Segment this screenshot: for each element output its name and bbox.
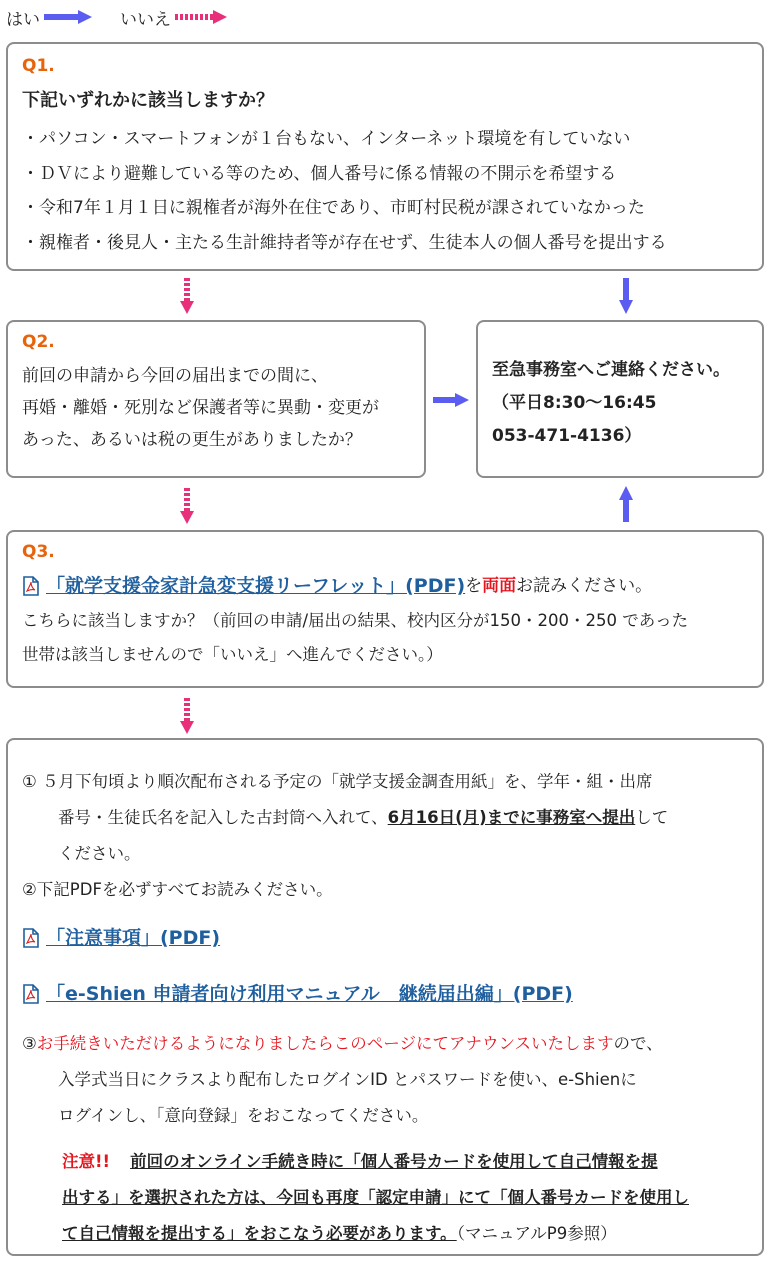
step-3-text [22, 1026, 748, 1062]
legend-yes-label: はい [6, 9, 40, 30]
manual-pdf-link[interactable]: 「e-Shien 申請者向け利用マニュアル 継続届出編」(PDF) [46, 983, 573, 1005]
caution-text: 出する」を選択された方は、今回も再度「認定申請」にて「個人番号カードを使用し [62, 1188, 689, 1207]
leaflet-pdf-link[interactable]: 「就学支援金家計急変支援リーフレット」(PDF) [46, 575, 466, 597]
step-3-text: ログインし、「意向登録」をおこなってください。 [58, 1106, 429, 1125]
no-arrow-down-icon [180, 488, 194, 524]
step-1-text [22, 800, 748, 836]
question-3-box [6, 530, 764, 688]
pdf-icon [22, 576, 40, 596]
instructions-box [6, 738, 764, 1256]
step-1-text: ① ５月下旬頃より順次配布される予定の「就学支援金調査用紙」を、学年・組・出席 [22, 772, 653, 791]
no-arrow-down-icon [180, 698, 194, 734]
question-1-box [6, 42, 764, 271]
pdf-icon [22, 928, 40, 948]
question-2-text: 再婚・離婚・死別など保護者等に異動・変更が [22, 398, 379, 418]
question-1-item: ・ＤＶにより避難している等のため、個人番号に係る情報の不開示を希望する [22, 163, 617, 184]
caution-note [22, 1144, 748, 1252]
contact-text: 至急事務室へご連絡ください。 [492, 360, 730, 380]
question-3-text: こちらに該当しますか？（前回の申請/届出の結果、校内区分が150・200・250 であった [22, 611, 689, 630]
yes-arrow-up-icon [619, 486, 633, 522]
caution-text: 前回のオンライン手続き時に「個人番号カードを使用して自己情報を提 [130, 1152, 658, 1171]
caution-line [62, 1180, 748, 1216]
question-1-text: 下記いずれかに該当しますか？ [22, 90, 274, 111]
caution-label: 注意!! [62, 1152, 111, 1171]
yes-arrow-down-icon [619, 278, 633, 314]
caution-line [62, 1144, 748, 1180]
question-2-box [6, 320, 426, 478]
contact-phone: 053-471-4136） [492, 426, 642, 446]
deadline-text: 6月16日(月)までに事務室へ提出 [387, 808, 636, 827]
contact-hours: （平日8:30〜16:45 [492, 393, 657, 413]
legend-no-label: いいえ [120, 9, 171, 30]
step-1-text-part: 番号・生徒氏名を記入した古封筒へ入れて、 [58, 808, 388, 827]
no-arrow-icon [175, 10, 227, 24]
contact-box [476, 320, 764, 478]
announcement-text: お手続きいただけるようになりましたらこのページにてアナウンスいたします [36, 1034, 614, 1053]
question-3-text: を [465, 576, 483, 596]
both-sides-emphasis: 両面 [482, 576, 517, 596]
caution-line [62, 1216, 748, 1252]
question-2-label: Q2. [22, 332, 55, 352]
question-2-text: あった、あるいは税の更生がありましたか？ [22, 430, 362, 450]
question-1-item: ・令和7年１月１日に親権者が海外在住であり、市町村民税が課されていなかった [22, 198, 645, 218]
yes-arrow-icon [44, 10, 92, 24]
notes-pdf-link[interactable]: 「注意事項」(PDF) [46, 927, 221, 949]
step-3-number: ③ [22, 1034, 37, 1053]
step-1-text: ください。 [58, 844, 141, 863]
question-3-text: 世帯は該当しませんので「いいえ」へ進んでください。） [22, 645, 443, 664]
question-1-item: ・パソコン・スマートフォンが１台もない、インターネット環境を有していない [22, 129, 631, 149]
question-1-item: ・親権者・後見人・主たる生計維持者等が存在せず、生徒本人の個人番号を提出する [22, 232, 667, 253]
caution-reference: （マニュアルP9参照） [456, 1224, 617, 1243]
step-3-text-part: ので、 [613, 1034, 663, 1053]
question-2-text: 前回の申請から今回の届出までの間に、 [22, 366, 328, 386]
yes-arrow-right-icon [433, 393, 469, 407]
caution-text: て自己情報を提出する」をおこなう必要があります。 [62, 1224, 457, 1243]
question-3-text: お読みください。 [516, 576, 653, 596]
step-2-text: ②下記PDFを必ずすべてお読みください。 [22, 880, 333, 899]
step-3-text: 入学式当日にクラスより配布したログインID とパスワードを使い、e-Shienに [58, 1070, 637, 1089]
question-1-label: Q1. [22, 56, 55, 76]
notes-pdf-row [22, 912, 748, 964]
pdf-icon [22, 984, 40, 1004]
question-3-link-line [22, 568, 748, 604]
question-3-label: Q3. [22, 542, 55, 562]
legend [6, 2, 227, 32]
step-1-text-part: して [635, 808, 669, 827]
manual-pdf-row [22, 968, 748, 1020]
no-arrow-down-icon [180, 278, 194, 314]
